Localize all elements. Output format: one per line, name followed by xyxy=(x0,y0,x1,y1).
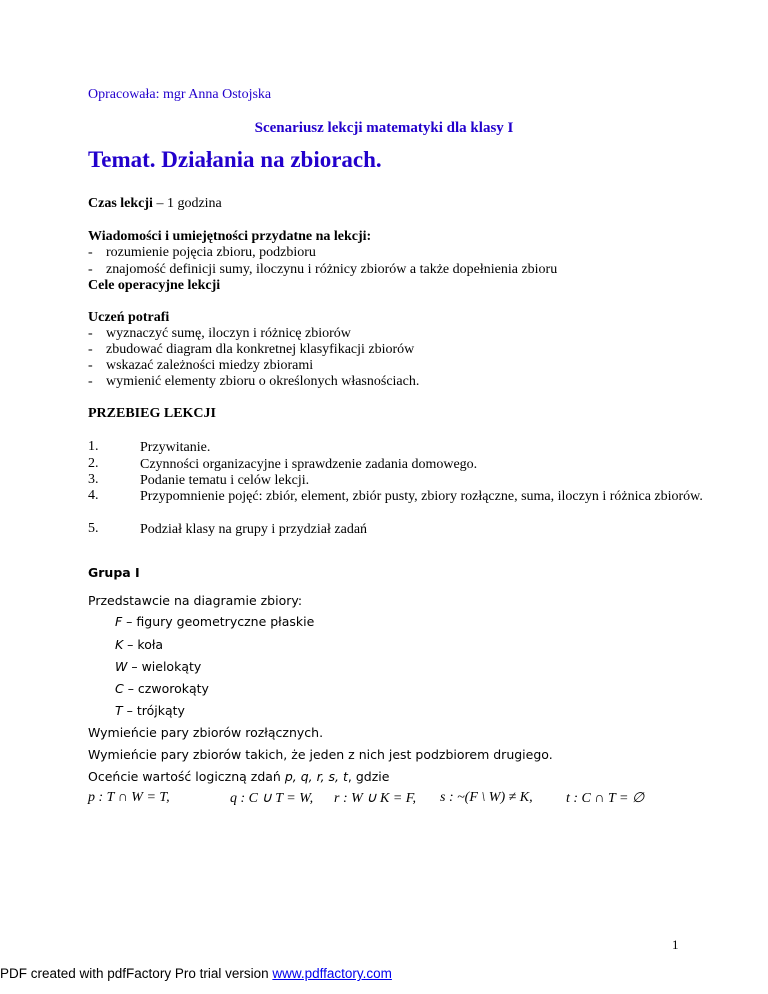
pdffactory-link[interactable]: www.pdffactory.com xyxy=(272,966,392,981)
set-definition: K – koła xyxy=(115,637,164,652)
set-definition: W – wielokąty xyxy=(115,659,202,674)
group-intro: Przedstawcie na diagramie zbiory: xyxy=(88,593,303,608)
lesson-subtitle: Scenariusz lekcji matematyki dla klasy I xyxy=(254,120,514,136)
set-definition: F – figury geometryczne płaskie xyxy=(115,614,315,629)
student-skills-heading: Uczeń potrafi xyxy=(88,310,170,325)
lesson-duration xyxy=(88,196,222,212)
statement-r: r : W ∪ K = F, xyxy=(334,791,417,806)
lesson-plan-heading: PRZEBIEG LEKCJI xyxy=(88,406,216,421)
author-line: Opracowała: mgr Anna Ostojska xyxy=(88,87,272,102)
set-definition: T – trójkąty xyxy=(115,703,185,718)
document-page: Opracowała: mgr Anna Ostojska Scenariusz lekcji matematyki dla klasy I Temat. Działania na zbiorach. Czas lekcji – 1 godzina Wiadomości i umiejętności przydatne na lekcji: - rozumienie pojęcia zbioru, podzbioru - znajomość definicji sumy, iloczynu i różnicy zbiorów a także dopełnienia zbioru Cele operacyjne lekcji Uczeń potrafi - wyznaczyć sumę, iloczyn i różnicę zbiorów - zbudować diagram dla konkretnej klasyfikacji zbiorów - wskazać zależności miedzy zbiorami - wymienić elementy zbioru o określonych własnościach. PRZEBIEG LEKCJI 1. Przywitanie. 2. Czynności organizacyjne i sprawdzenie zadania domowego. 3. Podanie tematu i celów lekcji. 4. Przypomnienie pojęć: zbiór, element, zbiór pusty, zbiory rozłączne, suma, iloczyn i różnica zbiorów. 5. Podział klasy na grupy i przydział zadań Grupa I Przedstawcie na diagramie zbiory: F – figury geometryczne płaskie K – koła W – wielokąty C – czworokąty T – trójkąty Wymieńcie pary zbiorów rozłącznych. Wymieńcie pary zbiorów takich, że jeden z nich jest podzbiorem drugiego. Oceńcie wartość logiczną zdań p, q, r, s, t, gdzie p : T ∩ W = T, q : C ∪ T = W, r : W ∪ K = F, s : ~(F \ W) ≠ K, t : C ∩ T = ∅ 1 PDF created with pdfFactory Pro trial version www.pdffactory.com xyxy=(0,0,768,994)
pdf-footer: PDF created with pdfFactory Pro trial version www.pdffactory.com xyxy=(0,966,392,981)
task-subset-pairs: Wymieńcie pary zbiorów takich, że jeden z nich jest podzbiorem drugiego. xyxy=(88,747,553,762)
page-number: 1 xyxy=(672,937,679,952)
set-definition: C – czworokąty xyxy=(115,681,209,696)
task-logic-values: Oceńcie wartość logiczną zdań p, q, r, s, t, gdzie xyxy=(88,769,390,784)
statement-q: q : C ∪ T = W, xyxy=(230,791,314,806)
statement-p: p : T ∩ W = T, xyxy=(88,790,170,805)
lesson-title: Temat. Działania na zbiorach. xyxy=(88,147,382,172)
objectives-heading: Cele operacyjne lekcji xyxy=(88,278,221,293)
duration-label: Czas lekcji xyxy=(88,196,153,211)
duration-value: – 1 godzina xyxy=(152,196,222,211)
task-disjoint-pairs: Wymieńcie pary zbiorów rozłącznych. xyxy=(88,725,324,740)
group-heading: Grupa I xyxy=(88,565,140,580)
prerequisites-heading: Wiadomości i umiejętności przydatne na lekcji: xyxy=(88,229,372,244)
statement-s: s : ~(F \ W) ≠ K, xyxy=(440,790,533,805)
statement-t: t : C ∩ T = ∅ xyxy=(566,791,645,806)
